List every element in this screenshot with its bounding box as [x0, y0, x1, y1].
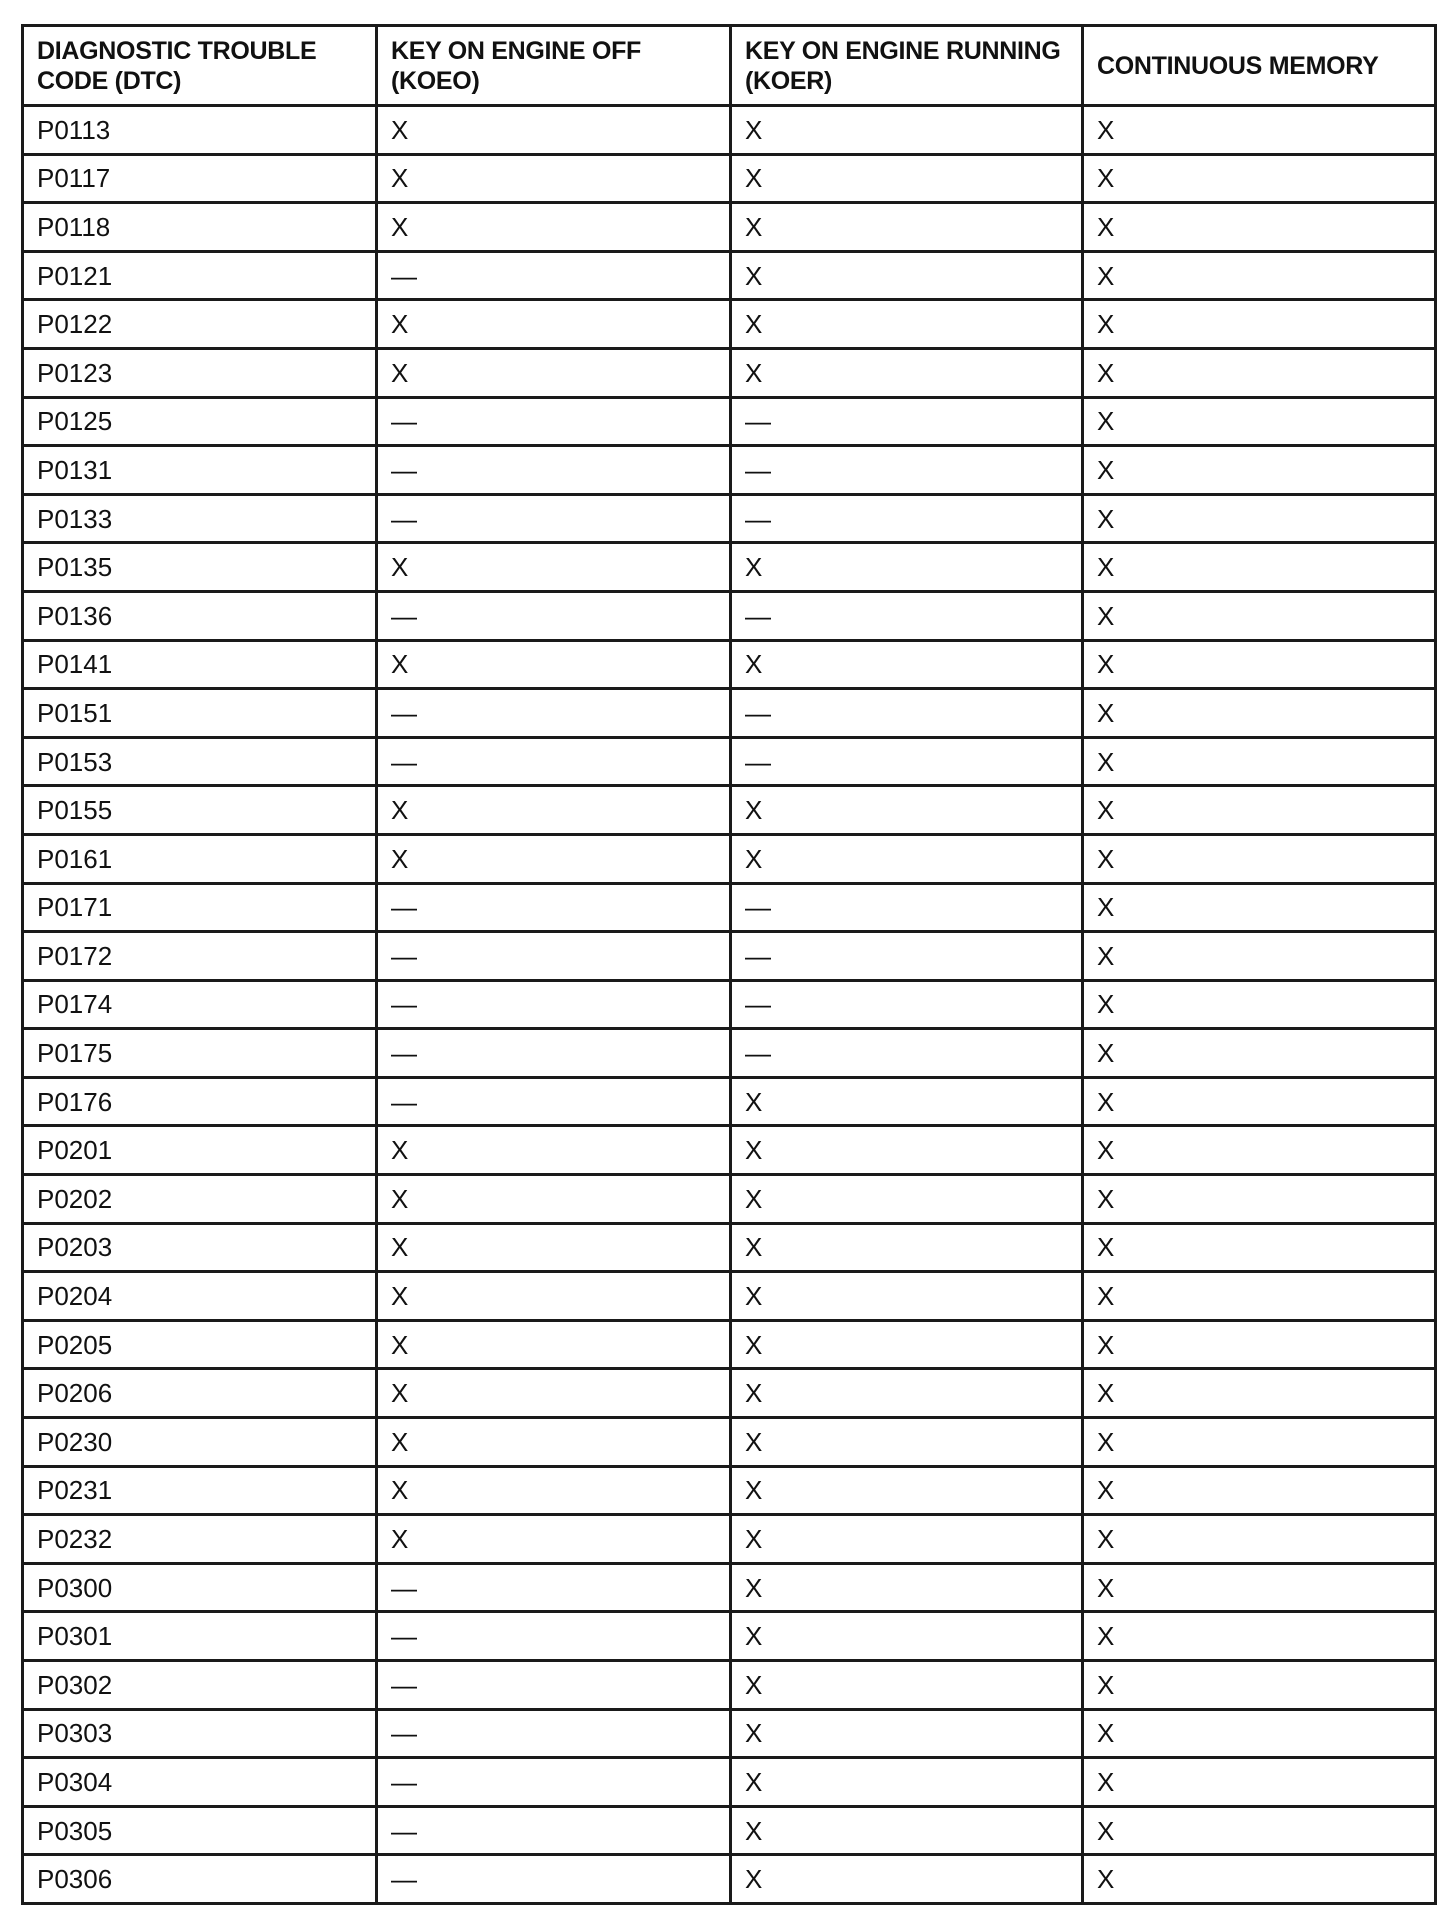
continuous-memory-cell: X: [1083, 1758, 1436, 1807]
koeo-cell: X: [377, 1515, 731, 1564]
header-continuous-memory: CONTINUOUS MEMORY: [1083, 26, 1436, 106]
koeo-cell: X: [377, 348, 731, 397]
table-row: [23, 1320, 1436, 1369]
dtc-code-cell: P0306: [23, 1855, 377, 1904]
dtc-code-cell: P0301: [23, 1612, 377, 1661]
dtc-code-cell: P0232: [23, 1515, 377, 1564]
dtc-code-cell: P0305: [23, 1806, 377, 1855]
table-row: [23, 1223, 1436, 1272]
koeo-cell: —: [377, 1029, 731, 1078]
koer-cell: —: [731, 689, 1083, 738]
koeo-cell: X: [377, 1272, 731, 1321]
continuous-memory-cell: X: [1083, 1466, 1436, 1515]
continuous-memory-cell: X: [1083, 106, 1436, 155]
koer-cell: X: [731, 1709, 1083, 1758]
koer-cell: —: [731, 980, 1083, 1029]
koeo-cell: —: [377, 397, 731, 446]
koeo-cell: X: [377, 203, 731, 252]
koer-cell: X: [731, 1126, 1083, 1175]
koer-cell: X: [731, 1612, 1083, 1661]
koer-cell: X: [731, 1466, 1083, 1515]
continuous-memory-cell: X: [1083, 251, 1436, 300]
koer-cell: —: [731, 883, 1083, 932]
table-row: [23, 1077, 1436, 1126]
dtc-code-cell: P0161: [23, 834, 377, 883]
table-row: [23, 1029, 1436, 1078]
dtc-code-cell: P0151: [23, 689, 377, 738]
dtc-code-cell: P0118: [23, 203, 377, 252]
table-row: [23, 1806, 1436, 1855]
koer-cell: X: [731, 834, 1083, 883]
koer-cell: X: [731, 1077, 1083, 1126]
dtc-code-cell: P0303: [23, 1709, 377, 1758]
continuous-memory-cell: X: [1083, 1661, 1436, 1710]
koeo-cell: —: [377, 980, 731, 1029]
continuous-memory-cell: X: [1083, 1515, 1436, 1564]
table-row: [23, 1418, 1436, 1467]
table-row: [23, 1661, 1436, 1710]
table-row: [23, 1612, 1436, 1661]
dtc-code-cell: P0175: [23, 1029, 377, 1078]
continuous-memory-cell: X: [1083, 1709, 1436, 1758]
continuous-memory-cell: X: [1083, 1077, 1436, 1126]
koer-cell: —: [731, 397, 1083, 446]
table-row: [23, 300, 1436, 349]
dtc-code-cell: P0174: [23, 980, 377, 1029]
table-row: [23, 737, 1436, 786]
koer-cell: X: [731, 300, 1083, 349]
continuous-memory-cell: X: [1083, 1029, 1436, 1078]
koer-cell: X: [731, 1320, 1083, 1369]
table-row: [23, 1126, 1436, 1175]
table-row: [23, 494, 1436, 543]
table-row: [23, 251, 1436, 300]
dtc-code-cell: P0205: [23, 1320, 377, 1369]
dtc-code-cell: P0201: [23, 1126, 377, 1175]
continuous-memory-cell: X: [1083, 300, 1436, 349]
continuous-memory-cell: X: [1083, 1563, 1436, 1612]
table-row: [23, 1563, 1436, 1612]
continuous-memory-cell: X: [1083, 980, 1436, 1029]
continuous-memory-cell: X: [1083, 203, 1436, 252]
continuous-memory-cell: X: [1083, 640, 1436, 689]
continuous-memory-cell: X: [1083, 1612, 1436, 1661]
continuous-memory-cell: X: [1083, 1418, 1436, 1467]
dtc-code-cell: P0131: [23, 446, 377, 495]
dtc-code-cell: P0133: [23, 494, 377, 543]
koer-cell: X: [731, 786, 1083, 835]
koeo-cell: —: [377, 251, 731, 300]
header-row: [23, 26, 1436, 106]
koeo-cell: X: [377, 834, 731, 883]
header-koer: KEY ON ENGINE RUNNING (KOER): [731, 26, 1083, 106]
dtc-code-cell: P0121: [23, 251, 377, 300]
koeo-cell: X: [377, 1369, 731, 1418]
dtc-code-cell: P0136: [23, 591, 377, 640]
koeo-cell: X: [377, 1126, 731, 1175]
table-row: [23, 786, 1436, 835]
koeo-cell: —: [377, 1855, 731, 1904]
table-row: [23, 980, 1436, 1029]
table-row: [23, 883, 1436, 932]
continuous-memory-cell: X: [1083, 834, 1436, 883]
continuous-memory-cell: X: [1083, 1320, 1436, 1369]
koer-cell: —: [731, 1029, 1083, 1078]
koeo-cell: —: [377, 446, 731, 495]
continuous-memory-cell: X: [1083, 689, 1436, 738]
koer-cell: X: [731, 543, 1083, 592]
table-row: [23, 397, 1436, 446]
table-row: [23, 1758, 1436, 1807]
koer-cell: X: [731, 1758, 1083, 1807]
koeo-cell: —: [377, 494, 731, 543]
dtc-code-cell: P0141: [23, 640, 377, 689]
dtc-code-cell: P0125: [23, 397, 377, 446]
continuous-memory-cell: X: [1083, 446, 1436, 495]
koeo-cell: X: [377, 1223, 731, 1272]
koer-cell: X: [731, 1272, 1083, 1321]
koeo-cell: X: [377, 786, 731, 835]
dtc-code-cell: P0206: [23, 1369, 377, 1418]
koeo-cell: —: [377, 1563, 731, 1612]
continuous-memory-cell: X: [1083, 1126, 1436, 1175]
dtc-code-cell: P0117: [23, 154, 377, 203]
continuous-memory-cell: X: [1083, 1272, 1436, 1321]
koer-cell: X: [731, 1175, 1083, 1224]
koeo-cell: X: [377, 543, 731, 592]
koeo-cell: —: [377, 737, 731, 786]
table-row: [23, 348, 1436, 397]
table-row: [23, 203, 1436, 252]
koeo-cell: —: [377, 689, 731, 738]
continuous-memory-cell: X: [1083, 397, 1436, 446]
continuous-memory-cell: X: [1083, 1806, 1436, 1855]
koeo-cell: —: [377, 1806, 731, 1855]
koeo-cell: X: [377, 154, 731, 203]
dtc-code-cell: P0171: [23, 883, 377, 932]
continuous-memory-cell: X: [1083, 932, 1436, 981]
koer-cell: —: [731, 591, 1083, 640]
continuous-memory-cell: X: [1083, 154, 1436, 203]
koeo-cell: X: [377, 1418, 731, 1467]
koer-cell: X: [731, 251, 1083, 300]
table-body: [23, 106, 1436, 1904]
koeo-cell: —: [377, 591, 731, 640]
dtc-code-cell: P0123: [23, 348, 377, 397]
dtc-test-mode-table: [21, 24, 1437, 1905]
dtc-code-cell: P0202: [23, 1175, 377, 1224]
koeo-cell: —: [377, 1709, 731, 1758]
dtc-code-cell: P0302: [23, 1661, 377, 1710]
table-row: [23, 1709, 1436, 1758]
koeo-cell: —: [377, 883, 731, 932]
koeo-cell: —: [377, 1758, 731, 1807]
dtc-code-cell: P0153: [23, 737, 377, 786]
table-row: [23, 932, 1436, 981]
koeo-cell: X: [377, 640, 731, 689]
koeo-cell: —: [377, 1612, 731, 1661]
table-row: [23, 543, 1436, 592]
koer-cell: X: [731, 203, 1083, 252]
koeo-cell: —: [377, 1077, 731, 1126]
table-row: [23, 591, 1436, 640]
table-row: [23, 106, 1436, 155]
continuous-memory-cell: X: [1083, 543, 1436, 592]
koer-cell: —: [731, 932, 1083, 981]
koer-cell: X: [731, 1661, 1083, 1710]
table-row: [23, 1855, 1436, 1904]
koer-cell: X: [731, 1806, 1083, 1855]
continuous-memory-cell: X: [1083, 737, 1436, 786]
dtc-code-cell: P0204: [23, 1272, 377, 1321]
koer-cell: X: [731, 1223, 1083, 1272]
table-row: [23, 689, 1436, 738]
koeo-cell: —: [377, 1661, 731, 1710]
table-row: [23, 446, 1436, 495]
koer-cell: —: [731, 737, 1083, 786]
dtc-code-cell: P0113: [23, 106, 377, 155]
table-row: [23, 1369, 1436, 1418]
koer-cell: X: [731, 640, 1083, 689]
koer-cell: X: [731, 1515, 1083, 1564]
table-row: [23, 640, 1436, 689]
table-header: [23, 26, 1436, 106]
dtc-code-cell: P0231: [23, 1466, 377, 1515]
continuous-memory-cell: X: [1083, 1223, 1436, 1272]
table-row: [23, 1272, 1436, 1321]
koeo-cell: X: [377, 300, 731, 349]
table-row: [23, 154, 1436, 203]
continuous-memory-cell: X: [1083, 591, 1436, 640]
koer-cell: X: [731, 1418, 1083, 1467]
dtc-code-cell: P0176: [23, 1077, 377, 1126]
dtc-code-cell: P0203: [23, 1223, 377, 1272]
koer-cell: X: [731, 1855, 1083, 1904]
continuous-memory-cell: X: [1083, 494, 1436, 543]
dtc-code-cell: P0122: [23, 300, 377, 349]
koeo-cell: X: [377, 1175, 731, 1224]
dtc-code-cell: P0300: [23, 1563, 377, 1612]
dtc-code-cell: P0304: [23, 1758, 377, 1807]
table-row: [23, 834, 1436, 883]
koer-cell: —: [731, 446, 1083, 495]
koer-cell: X: [731, 1563, 1083, 1612]
koer-cell: X: [731, 154, 1083, 203]
continuous-memory-cell: X: [1083, 786, 1436, 835]
dtc-code-cell: P0135: [23, 543, 377, 592]
header-koeo: KEY ON ENGINE OFF (KOEO): [377, 26, 731, 106]
koeo-cell: X: [377, 106, 731, 155]
table-row: [23, 1175, 1436, 1224]
dtc-code-cell: P0155: [23, 786, 377, 835]
continuous-memory-cell: X: [1083, 1369, 1436, 1418]
table-row: [23, 1466, 1436, 1515]
table-row: [23, 1515, 1436, 1564]
dtc-code-cell: P0230: [23, 1418, 377, 1467]
continuous-memory-cell: X: [1083, 348, 1436, 397]
koer-cell: X: [731, 348, 1083, 397]
continuous-memory-cell: X: [1083, 1175, 1436, 1224]
continuous-memory-cell: X: [1083, 1855, 1436, 1904]
koer-cell: X: [731, 1369, 1083, 1418]
koer-cell: X: [731, 106, 1083, 155]
koeo-cell: X: [377, 1320, 731, 1369]
koeo-cell: —: [377, 932, 731, 981]
continuous-memory-cell: X: [1083, 883, 1436, 932]
dtc-code-cell: P0172: [23, 932, 377, 981]
header-dtc: DIAGNOSTIC TROUBLE CODE (DTC): [23, 26, 377, 106]
koer-cell: —: [731, 494, 1083, 543]
koeo-cell: X: [377, 1466, 731, 1515]
